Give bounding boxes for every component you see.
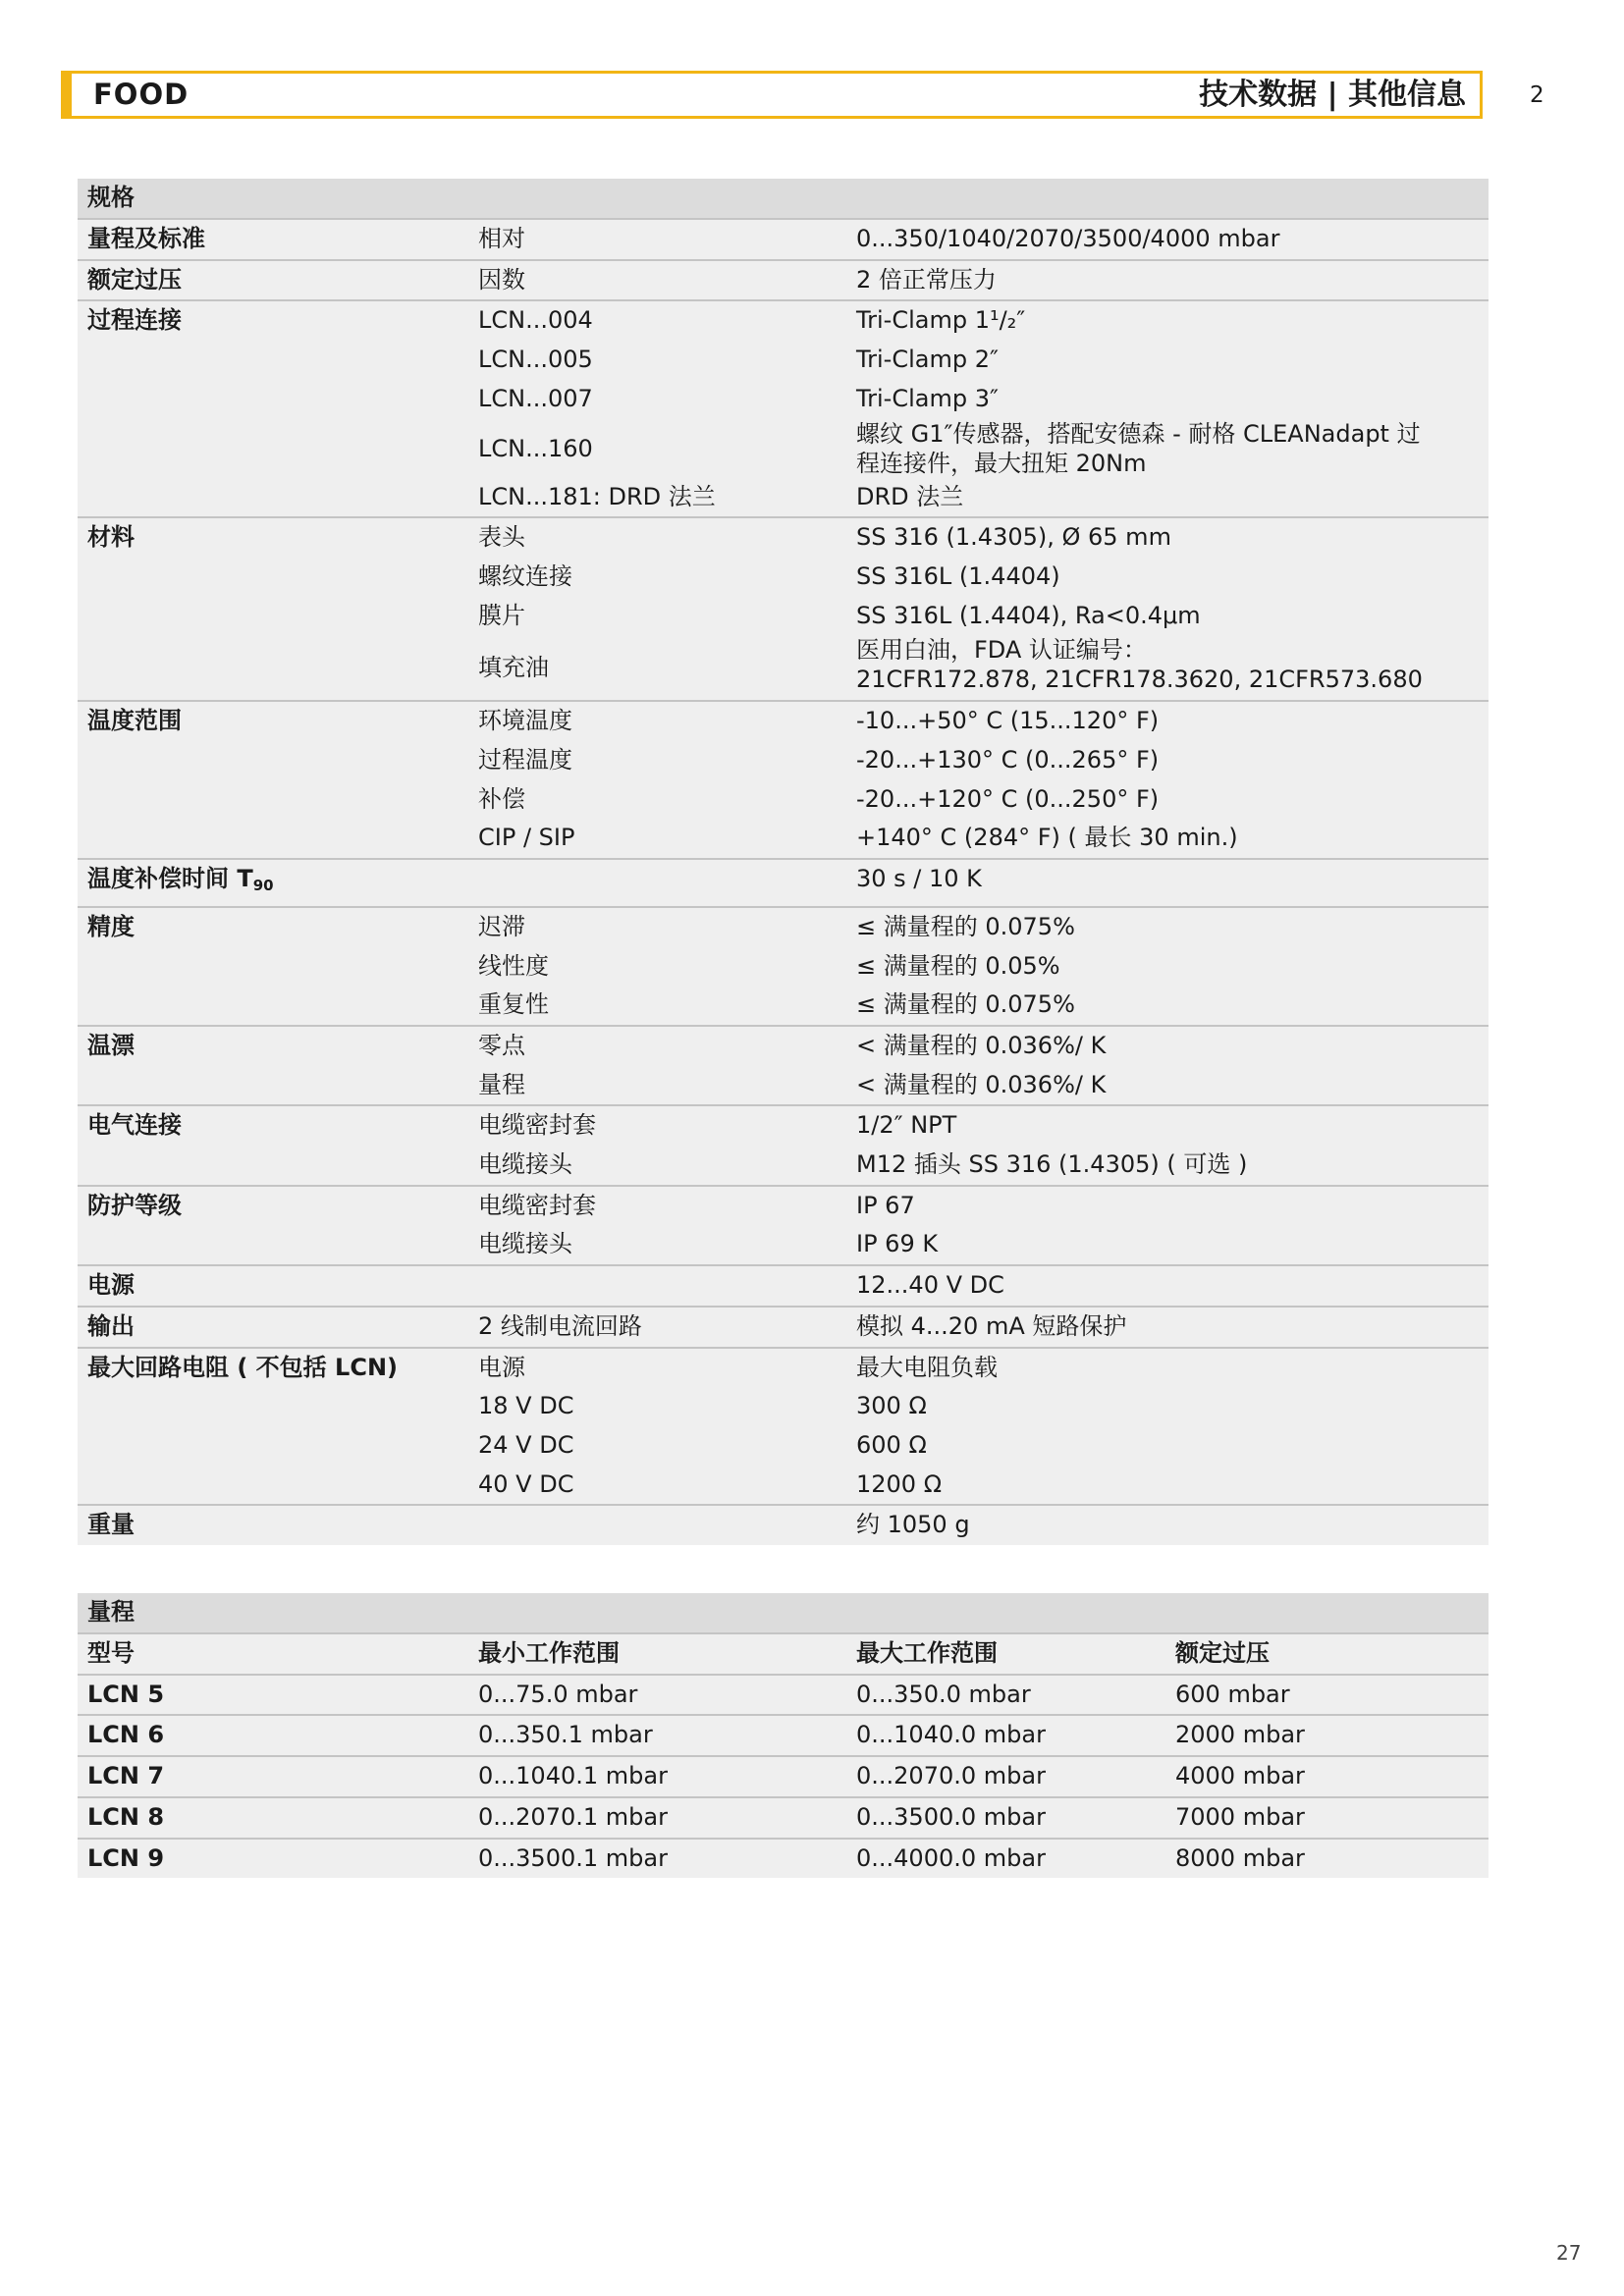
spec-param: 线性度 [478,951,549,980]
spec-row [78,219,1489,260]
spec-label-text: 重量 [87,1511,135,1539]
range-cell: 0...4000.0 mbar [856,1843,1046,1872]
spec-label-text: 电气连接 [87,1111,182,1140]
spec-label [78,1105,468,1185]
spec-value-line: 程连接件，最大扭矩 20Nm [856,449,1147,477]
spec-value: ≤ 满量程的 0.075% [856,912,1075,940]
spec-label [78,1307,468,1348]
spec-value: +140° C (284° F) ( 最长 30 min.) [856,824,1238,852]
spec-value: SS 316 (1.4305), Ø 65 mm [856,523,1171,552]
spec-param: 电缆接头 [478,1150,572,1179]
range-cell: 4000 mbar [1175,1762,1305,1790]
spec-group [78,859,1489,907]
spec-param: LCN...181: DRD 法兰 [478,482,716,510]
spec-label-text: 材料 [87,523,135,552]
range-header-row [78,1633,1489,1675]
spec-row [78,701,1489,741]
range-cell: 600 mbar [1175,1680,1290,1708]
spec-value: -10...+50° C (15...120° F) [856,707,1160,735]
spec-param [468,1265,846,1307]
range-cell: 0...1040.1 mbar [478,1762,668,1790]
spec-value: ≤ 满量程的 0.075% [856,990,1075,1019]
range-row [78,1715,1489,1756]
spec-row [78,907,1489,947]
spec-label-text: 电源 [87,1271,135,1300]
spec-label [78,1026,468,1105]
spec-param: LCN...160 [478,434,593,462]
spec-row [78,859,1489,907]
spec-value: Tri-Clamp 1¹/₂″ [856,306,1026,335]
spec-value: 30 s / 10 K [856,865,982,893]
spec-label-text: 温漂 [87,1031,135,1059]
spec-param [468,1505,846,1545]
spec-value: SS 316L (1.4404) [856,561,1060,590]
spec-value: Tri-Clamp 2″ [856,346,999,374]
spec-param: 24 V DC [478,1430,574,1459]
range-model: LCN 8 [87,1802,165,1831]
spec-value: 约 1050 g [856,1511,970,1539]
spec-param [468,859,846,907]
section-header [61,71,1483,119]
header-accent-bar [61,71,72,119]
spec-value: M12 插头 SS 316 (1.4305) ( 可选 ) [856,1150,1248,1179]
spec-value-line: 螺纹 G1″传感器，搭配安德森 - 耐格 CLEANadapt 过 [856,419,1421,448]
spec-param: 电缆密封套 [478,1111,596,1140]
spec-table-title: 规格 [78,179,1489,219]
range-cell: 7000 mbar [1175,1802,1305,1831]
range-cell: 8000 mbar [1175,1843,1305,1872]
range-row [78,1797,1489,1839]
spec-label-text: 输出 [87,1311,135,1340]
spec-value: DRD 法兰 [856,482,964,510]
spec-row [78,1186,1489,1226]
spec-row [78,1505,1489,1545]
spec-label-text: 温度范围 [87,707,182,735]
spec-label [78,1348,468,1506]
spec-label [78,701,468,859]
spec-group [78,1186,1489,1265]
spec-row [78,300,1489,341]
spec-group [78,300,1489,517]
spec-label-text: 最大回路电阻 ( 不包括 LCN) [87,1353,398,1381]
spec-label [78,859,468,907]
spec-label [78,517,468,701]
spec-value: 2 倍正常压力 [856,265,997,294]
spec-value: -20...+120° C (0...250° F) [856,784,1160,813]
spec-param: 电缆密封套 [478,1191,596,1219]
spec-label-text: 量程及标准 [87,225,205,252]
header-right-title: 技术数据 | 其他信息 [1199,78,1466,112]
spec-param: 18 V DC [478,1392,574,1420]
spec-row [78,1265,1489,1307]
spec-param: 螺纹连接 [478,561,572,590]
spec-label-text: 精度 [87,912,135,940]
range-column-header: 型号 [87,1639,135,1667]
spec-label-text: 额定过压 [87,265,182,294]
spec-label [78,300,468,517]
spec-group [78,1505,1489,1545]
spec-value: < 满量程的 0.036%/ K [856,1070,1107,1098]
spec-row [78,1307,1489,1348]
range-cell: 0...2070.0 mbar [856,1762,1046,1790]
spec-value [846,419,1489,478]
spec-row [78,517,1489,558]
spec-value: < 满量程的 0.036%/ K [856,1031,1107,1059]
spec-param: LCN...004 [478,306,593,335]
spec-label [78,1265,468,1307]
spec-group [78,1265,1489,1307]
range-model: LCN 7 [87,1762,165,1790]
spec-table [78,179,1489,1545]
header-left-title: FOOD [93,78,189,111]
spec-value: 300 Ω [856,1392,927,1420]
spec-group [78,517,1489,701]
spec-value: 1200 Ω [856,1469,943,1498]
spec-value: 12...40 V DC [856,1271,1004,1300]
range-cell: 0...3500.1 mbar [478,1843,668,1872]
spec-group [78,219,1489,260]
spec-param: 迟滞 [478,912,525,940]
spec-value: Tri-Clamp 3″ [856,384,999,412]
spec-value: 1/2″ NPT [856,1111,957,1140]
range-column-header: 额定过压 [1175,1639,1270,1667]
range-row [78,1756,1489,1797]
spec-label [78,219,468,260]
spec-value: SS 316L (1.4404), Ra<0.4μm [856,601,1201,629]
spec-label-text: 过程连接 [87,306,182,335]
spec-param: 量程 [478,1070,525,1098]
range-column-header: 最小工作范围 [478,1639,620,1667]
spec-value-line: 医用白油，FDA 认证编号： [856,636,1147,665]
spec-value: -20...+130° C (0...265° F) [856,746,1160,774]
range-table [78,1593,1489,1878]
spec-param: 电源 [478,1353,525,1381]
spec-param: CIP / SIP [478,824,575,852]
spec-value: 0...350/1040/2070/3500/4000 mbar [856,225,1280,252]
spec-label-text: 温度补偿时间 T [87,865,253,893]
range-cell: 0...3500.0 mbar [856,1802,1046,1831]
spec-param: LCN...007 [478,384,593,412]
spec-param: 重复性 [478,990,549,1019]
spec-group [78,701,1489,859]
spec-param: 电缆接头 [478,1230,572,1258]
page-number: 27 [1556,2241,1582,2265]
spec-group [78,1026,1489,1105]
range-cell: 0...1040.0 mbar [856,1721,1046,1749]
chapter-number: 2 [1530,82,1544,108]
spec-param: 环境温度 [478,707,572,735]
spec-row [78,1026,1489,1066]
spec-label-subscript: 90 [252,877,274,895]
range-cell: 0...75.0 mbar [478,1680,638,1708]
spec-param: 过程温度 [478,746,572,774]
spec-param: 40 V DC [478,1469,574,1498]
spec-value: IP 69 K [856,1230,939,1258]
spec-group [78,260,1489,301]
spec-row [78,1348,1489,1388]
spec-value [846,635,1489,701]
spec-param: 补偿 [478,784,525,813]
spec-value: 模拟 4...20 mA 短路保护 [856,1311,1127,1340]
spec-label [78,1505,468,1545]
spec-param: 膜片 [478,601,525,629]
range-cell: 0...350.1 mbar [478,1721,653,1749]
spec-label [78,907,468,1026]
range-row [78,1839,1489,1879]
range-row [78,1675,1489,1716]
spec-param: LCN...005 [478,346,593,374]
range-model: LCN 6 [87,1721,165,1749]
spec-param: 填充油 [478,654,549,682]
spec-param: 相对 [478,225,525,252]
spec-param: 因数 [478,265,525,294]
range-model: LCN 9 [87,1843,165,1872]
spec-value: 最大电阻负载 [856,1353,998,1381]
spec-row [78,1105,1489,1146]
range-column-header: 最大工作范围 [856,1639,998,1667]
spec-group [78,1348,1489,1506]
spec-group [78,907,1489,1026]
spec-group [78,1307,1489,1348]
spec-value: 600 Ω [856,1430,927,1459]
spec-label [78,260,468,301]
range-table-title: 量程 [78,1593,1489,1633]
spec-param: 表头 [478,523,525,552]
range-cell: 0...2070.1 mbar [478,1802,668,1831]
spec-value: IP 67 [856,1191,915,1219]
spec-label [78,1186,468,1265]
spec-param: 零点 [478,1031,525,1059]
spec-group [78,1105,1489,1185]
spec-label-text: 防护等级 [87,1191,182,1219]
spec-row [78,260,1489,301]
range-cell: 0...350.0 mbar [856,1680,1031,1708]
spec-value: ≤ 满量程的 0.05% [856,951,1060,980]
range-cell: 2000 mbar [1175,1721,1305,1749]
spec-value-line: 21CFR172.878, 21CFR178.3620, 21CFR573.680 [856,666,1423,694]
range-model: LCN 5 [87,1680,165,1708]
spec-param: 2 线制电流回路 [478,1311,642,1340]
